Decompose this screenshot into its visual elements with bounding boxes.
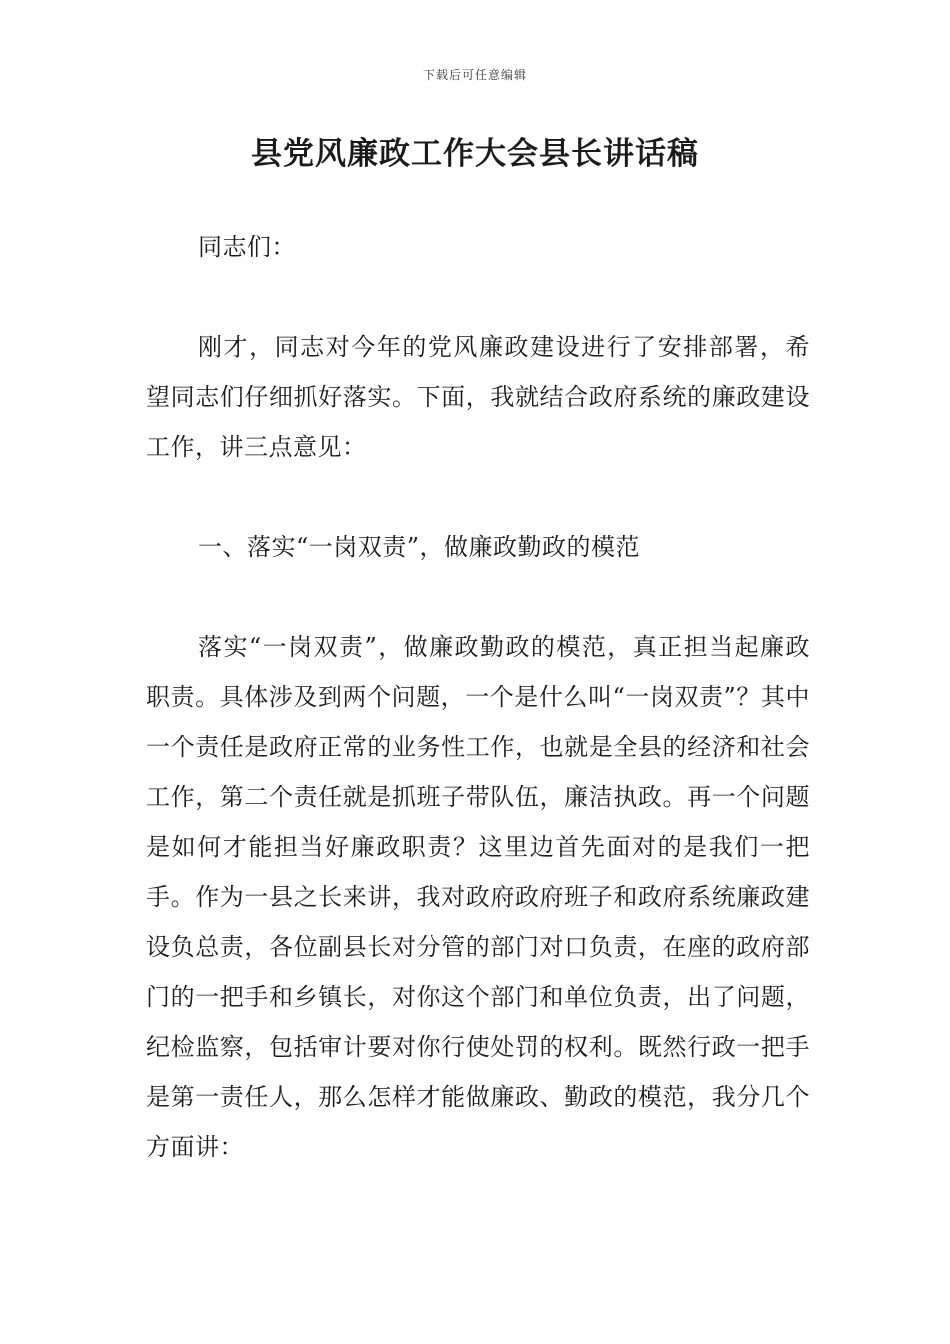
section-heading-1: 一、落实“一岗双责”，做廉政勤政的模范 <box>198 533 641 561</box>
section-body-1: 落实“一岗双责”，做廉政勤政的模范，真正担当起廉政职责。具体涉及到两个问题，一个是什么叫“一岗双责”？其中一个责任是政府正常的业务性工作，也就是全县的经济和社会工作，第二个责任就是抓班子带队伍，廉洁执政。再一个问题是如何才能担当好廉政职责？这里边首先面对的是我们一把手。作为一县之长来讲，我对政府政府班子和政府系统廉政建设负总责，各位副县长对分管的部门对口负责，在座的政府部门的一把手和乡镇长，对你这个部门和单位负责，出了问题，纪检监察，包括审计要对你行使处罚的权利。既然行政一把手是第一责任人，那么怎样才能做廉政、勤政的模范，我分几个方面讲： <box>146 633 810 1161</box>
greeting-paragraph: 同志们： <box>198 233 296 261</box>
document-title: 县党风廉政工作大会县长讲话稿 <box>251 136 699 172</box>
intro-paragraph: 刚才，同志对今年的党风廉政建设进行了安排部署，希望同志们仔细抓好落实。下面，我就结合政府系统的廉政建设工作，讲三点意见： <box>146 333 810 461</box>
header-note: 下载后可任意编辑 <box>422 68 527 82</box>
